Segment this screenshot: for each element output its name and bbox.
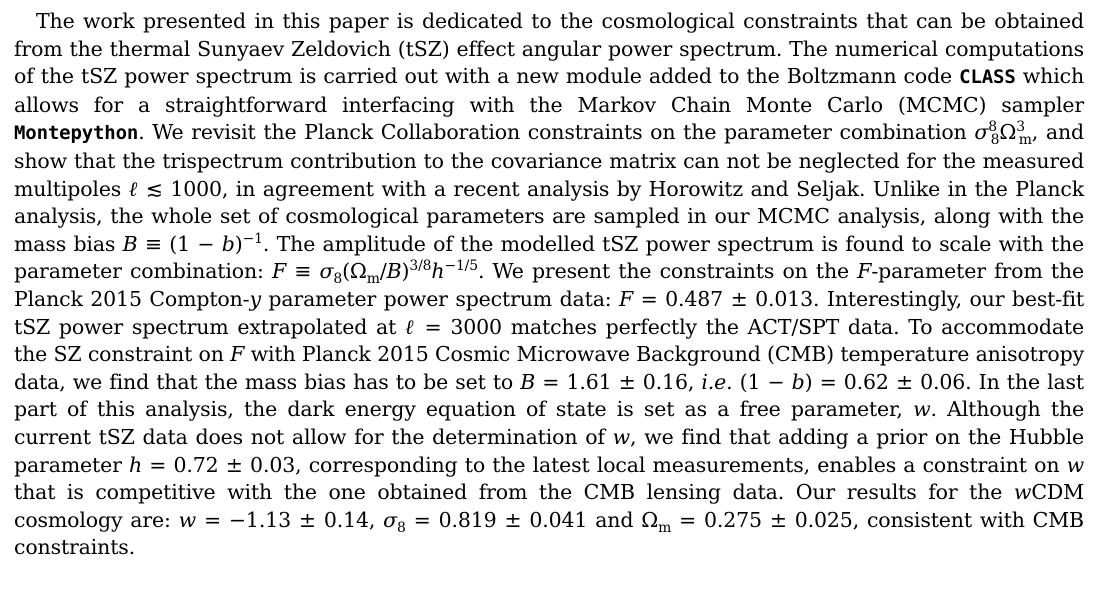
- text-segment: -parameter from the Planck 2015 Compton-: [14, 259, 1084, 311]
- math-ell-value: ℓ = 3000: [404, 314, 502, 339]
- math-w: w: [612, 424, 631, 449]
- math-parameter-combination: $\sigma^8_8\Omega^3_m$: [974, 119, 1032, 149]
- math-y: y: [249, 286, 261, 311]
- code-name-montepython: Montepython: [14, 122, 139, 145]
- text-segment: , we find that adding a prior on the Hubble parameter: [14, 424, 1084, 477]
- text-ie: i.e.: [701, 369, 733, 394]
- math-multipole-bound: ≲ 1000: [138, 176, 222, 201]
- math-ell: ℓ: [128, 176, 139, 201]
- text-segment: . We present the constraints on the: [477, 259, 858, 284]
- text-segment: The work presented in this paper is dedicated to the cosmological constraints that can be obtained from the thermal Sunyaev Zeldovich (tSZ) effect angular power spectrum. The numerical computations of the tSZ power spectrum is carried out with a new module added to the Boltzmann code: [14, 9, 1084, 89]
- math-F: F: [857, 259, 872, 284]
- text-segment: . We revisit the Planck Collaboration constraints on the parameter combination: [138, 120, 975, 145]
- text-segment: . Interestingly, our best-fit tSZ power spectrum extrapolated at: [14, 286, 1084, 339]
- text-segment: , and show that the trispectrum contribution to the covariance matrix can not be neglected for the measured multipoles: [14, 120, 1084, 201]
- text-segment: ,: [687, 369, 702, 394]
- math-b-constraint: b) = 0.62 ± 0.06: [791, 369, 966, 394]
- text-segment: matches perfectly the ACT/SPT data. To accommodate the SZ constraint on: [14, 314, 1084, 367]
- text-segment: and: [587, 507, 642, 532]
- math-w: w: [1013, 480, 1032, 505]
- text-segment: . Although the current tSZ data does not allow for the determination of: [14, 397, 1084, 449]
- math-F: F: [230, 342, 245, 367]
- text-segment: with Planck 2015 Cosmic Microwave Background (CMB) temperature anisotropy data, we find that the mass bias has to be set to: [14, 342, 1084, 394]
- math-sigma8-result: $\sigma_8 = 0.819 \pm 0.041$: [383, 507, 588, 536]
- text-segment: that is competitive with the one obtained from the CMB lensing data. Our results for the: [14, 480, 1014, 505]
- code-name-class: CLASS: [959, 66, 1016, 89]
- text-segment: , consistent with CMB constraints.: [14, 507, 1084, 560]
- math-h-prior: h = 0.72 ± 0.03: [128, 452, 296, 477]
- text-segment: , in agreement with a recent analysis by Horowitz and Seljak. Unlike in the Planck analysis, the whole set of cosmological parameters are sampled in our MCMC analysis, along with the mass bias: [14, 176, 1084, 256]
- text-segment: which allows for a straightforward interfacing with the Markov Chain Monte Carlo (MCMC) sampler: [14, 64, 1085, 117]
- math-w-result: w = −1.13 ± 0.14: [178, 507, 369, 532]
- math-B-constraint: B = 1.61 ± 0.16: [520, 369, 688, 394]
- text-segment: (1 −: [732, 369, 792, 394]
- math-F-definition: $F \equiv \sigma_8(\Omega_m/B)^{3/8}h^{-1/5}$: [271, 258, 478, 288]
- math-mass-bias-definition: $B \equiv (1 - b)^{-1}$: [122, 230, 263, 256]
- text-segment: CDM cosmology are:: [14, 480, 1084, 532]
- math-omega-m-result: $\Omega_m = 0.275 \pm 0.025$: [641, 507, 853, 536]
- math-F-constraint: F = 0.487 ± 0.013: [619, 286, 814, 311]
- text-segment: , corresponding to the latest local measurements, enables a constraint on: [295, 452, 1067, 477]
- math-w: w: [913, 397, 931, 422]
- text-segment: ,: [368, 507, 384, 532]
- math-w: w: [1066, 452, 1085, 477]
- text-segment: . In the last part of this analysis, the dark energy equation of state is set as a free parameter,: [14, 369, 1085, 422]
- abstract-paragraph: [14, 8, 1084, 562]
- text-segment: . The amplitude of the modelled tSZ power spectrum is found to scale with the parameter combination:: [14, 231, 1085, 284]
- text-segment: parameter power spectrum data:: [260, 286, 620, 311]
